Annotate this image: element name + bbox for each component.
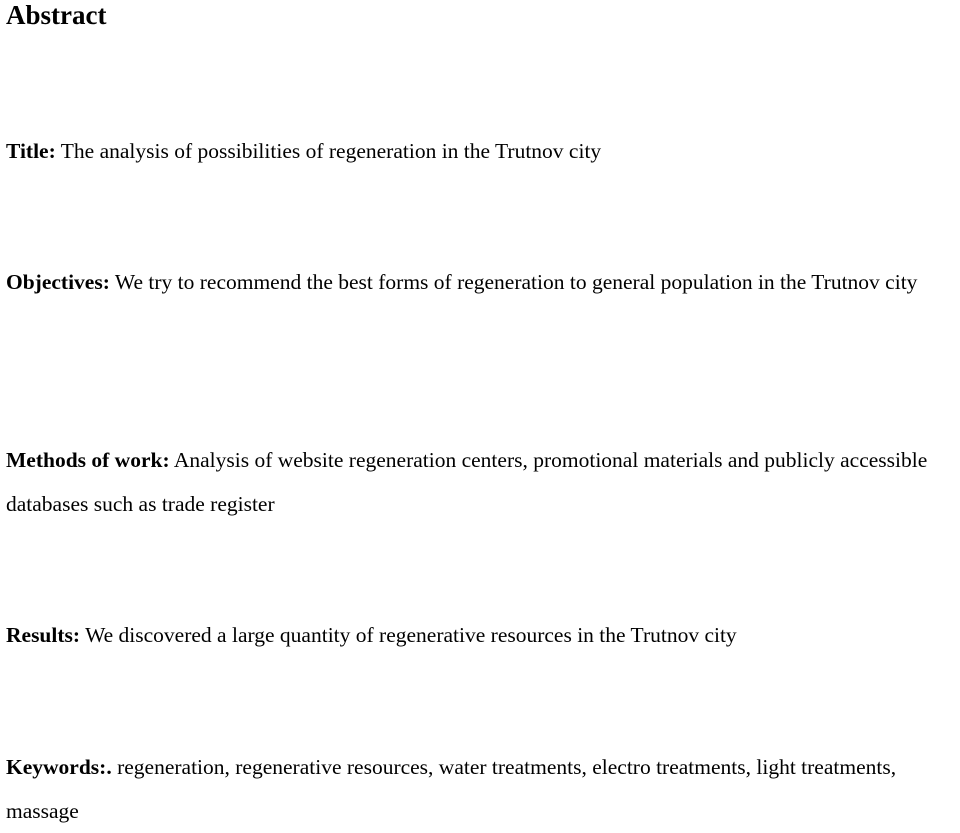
methods-section <box>6 438 951 526</box>
results-label: Results: <box>6 623 81 647</box>
abstract-heading: Abstract <box>6 0 107 30</box>
keywords-text: regeneration, regenerative resources, water treatments, electro treatments, light treatments, massage <box>6 755 897 823</box>
title-text: The analysis of possibilities of regeneration in the Trutnov city <box>60 139 602 163</box>
objectives-label: Objectives: <box>6 270 110 294</box>
title-label: Title: <box>6 139 56 163</box>
methods-label: Methods of work: <box>6 448 170 472</box>
keywords-section <box>6 745 951 833</box>
methods-text: Analysis of website regeneration centers, promotional materials and publicly accessible databases such as trade register <box>6 448 928 516</box>
objectives-section <box>6 260 951 304</box>
results-section <box>6 613 951 657</box>
objectives-text: We try to recommend the best forms of regeneration to general population in the Trutnov city <box>114 270 918 294</box>
title-section <box>6 129 951 173</box>
results-text: We discovered a large quantity of regenerative resources in the Trutnov city <box>85 623 737 647</box>
keywords-label: Keywords:. <box>6 755 112 779</box>
